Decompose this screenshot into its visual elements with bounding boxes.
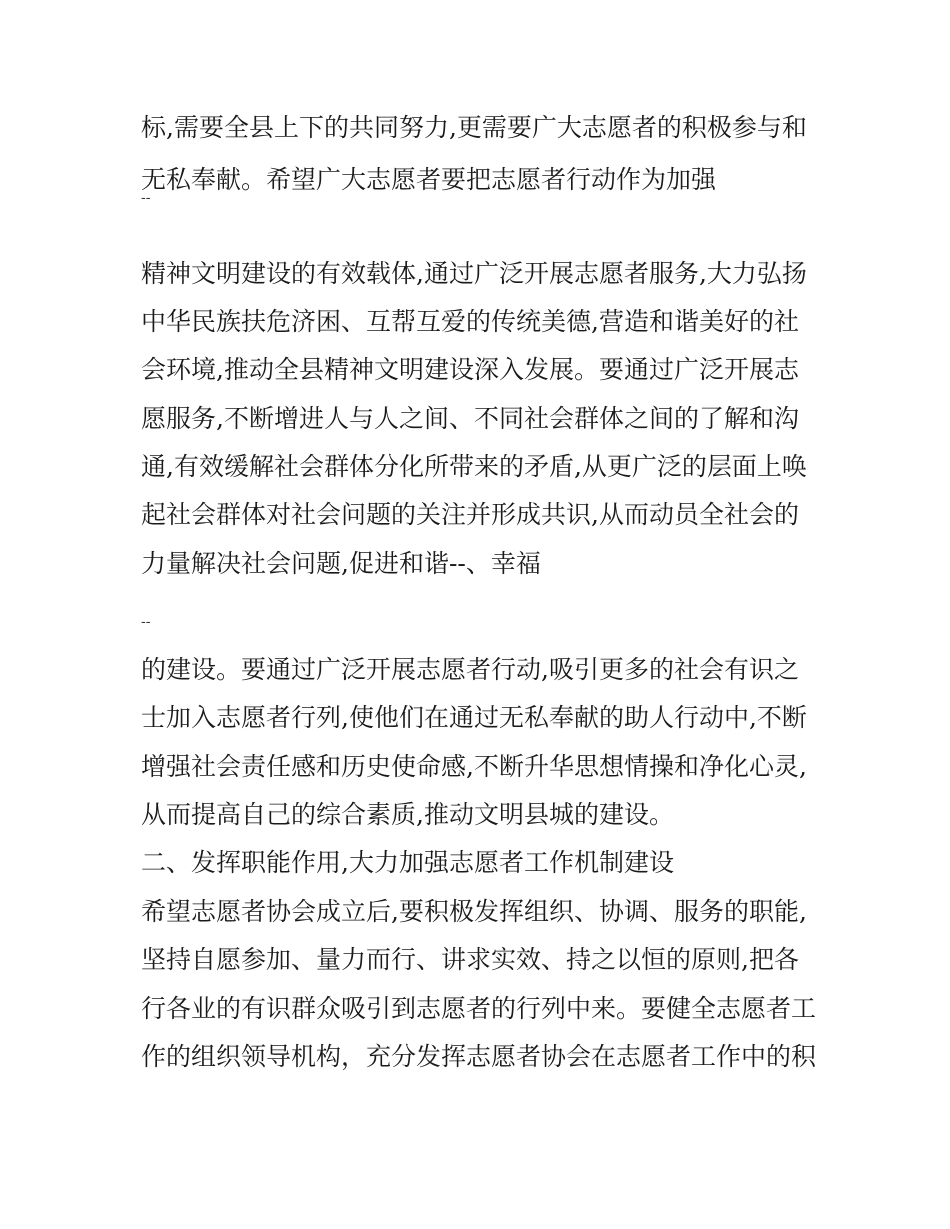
page-separator: -- <box>141 614 151 630</box>
text-line: 起社会群体对社会问题的关注并形成共识,从而动员全社会的 <box>141 500 799 529</box>
text-line: 作的组织领导机构，充分发挥志愿者协会在志愿者工作中的积 <box>141 1042 817 1071</box>
section-heading: 二、发挥职能作用,大力加强志愿者工作机制建设 <box>141 848 674 877</box>
text-line: 愿服务,不断增进人与人之间、不同社会群体之间的了解和沟 <box>141 404 799 433</box>
text-line: 增强社会责任感和历史使命感,不断升华思想情操和净化心灵, <box>141 752 807 781</box>
text-line: 中华民族扶危济困、互帮互爱的传统美德,营造和谐美好的社 <box>141 307 799 336</box>
text-line: 无私奉献。希望广大志愿者要把志愿者行动作为加强 <box>141 165 717 194</box>
text-line: 会环境,推动全县精神文明建设深入发展。要通过广泛开展志 <box>141 355 799 384</box>
text-line: 行各业的有识群众吸引到志愿者的行列中来。要健全志愿者工 <box>141 994 817 1023</box>
page-separator: -- <box>141 190 151 206</box>
text-line: 力量解决社会问题,促进和谐--、幸福 <box>141 549 541 578</box>
text-line: 通,有效缓解社会群体分化所带来的矛盾,从更广泛的层面上唤 <box>141 452 807 481</box>
text-line: 精神文明建设的有效载体,通过广泛开展志愿者服务,大力弘扬 <box>141 259 807 288</box>
text-line: 坚持自愿参加、量力而行、讲求实效、持之以恒的原则,把各 <box>141 945 799 974</box>
text-line: 希望志愿者协会成立后,要积极发挥组织、协调、服务的职能, <box>141 897 807 926</box>
text-line: 士加入志愿者行列,使他们在通过无私奉献的助人行动中,不断 <box>141 703 807 732</box>
text-line: 的建设。要通过广泛开展志愿者行动,吸引更多的社会有识之 <box>141 655 799 684</box>
text-line: 标,需要全县上下的共同努力,更需要广大志愿者的积极参与和 <box>141 113 807 142</box>
text-line: 从而提高自己的综合素质,推动文明县城的建设。 <box>141 800 674 829</box>
